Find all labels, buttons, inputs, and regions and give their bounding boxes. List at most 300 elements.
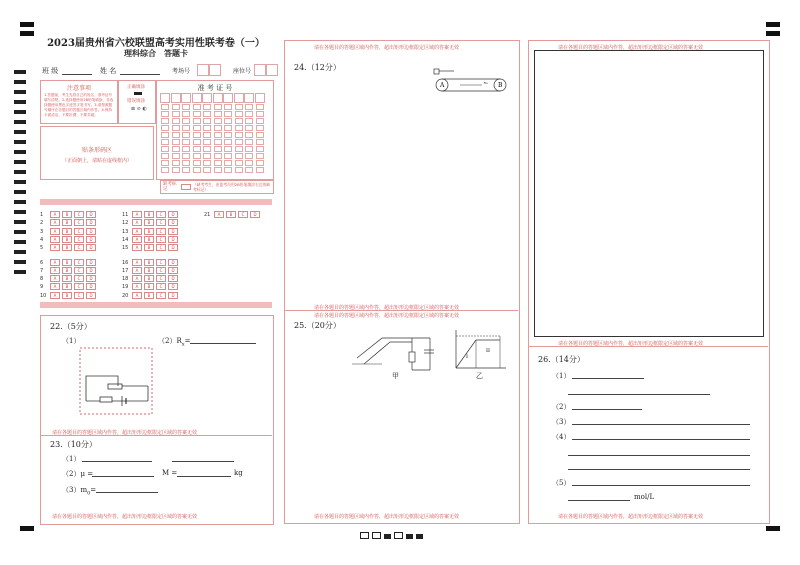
empty-answer-area[interactable] bbox=[534, 50, 764, 337]
choice-bubble-b[interactable]: B bbox=[144, 236, 154, 243]
q22-part1: （1） bbox=[62, 337, 81, 345]
fill-correct-sample bbox=[134, 92, 142, 95]
sheet-title: 2023届贵州省六校联盟高考实用性联考卷（一） bbox=[47, 38, 265, 49]
choice-bubble-c[interactable]: C bbox=[156, 283, 166, 290]
seat-box[interactable] bbox=[266, 64, 278, 76]
exam-number-bubble[interactable] bbox=[256, 146, 264, 152]
question-number: 5 bbox=[40, 245, 44, 252]
room-label: 考场号 bbox=[172, 68, 191, 75]
region-i-label: I bbox=[466, 354, 468, 360]
circuit-wire bbox=[86, 376, 118, 386]
choice-bubble-a[interactable]: A bbox=[50, 259, 60, 266]
exam-number-bubble[interactable] bbox=[203, 111, 211, 117]
velocity-label: v₀ bbox=[484, 80, 488, 85]
choice-bubble-a[interactable]: A bbox=[50, 275, 60, 282]
choice-bubble-a[interactable]: A bbox=[132, 244, 142, 251]
q23-unit: kg bbox=[234, 469, 243, 477]
exam-number-grid[interactable] bbox=[156, 80, 274, 180]
exam-number-bubble[interactable] bbox=[235, 104, 243, 110]
notes-box bbox=[40, 80, 118, 124]
exam-number-bubble[interactable] bbox=[193, 111, 201, 117]
choice-bubble-a[interactable]: A bbox=[50, 267, 60, 274]
exam-number-bubble[interactable] bbox=[182, 146, 190, 152]
exam-number-bubble[interactable] bbox=[245, 111, 253, 117]
question-number: 17 bbox=[122, 267, 129, 274]
choice-bubble-d[interactable]: D bbox=[168, 236, 178, 243]
choice-bubble-d[interactable]: D bbox=[168, 267, 178, 274]
exam-number-bubble[interactable] bbox=[182, 153, 190, 159]
exam-number-bubble[interactable] bbox=[235, 139, 243, 145]
exam-number-bubble[interactable] bbox=[182, 125, 190, 131]
question-number: 15 bbox=[122, 245, 129, 252]
choice-bubble-b[interactable]: B bbox=[62, 219, 72, 226]
choice-bubble-b[interactable]: B bbox=[144, 211, 154, 218]
q25-title: 25.（20分） bbox=[294, 321, 341, 330]
q22-part2-text: （2）R bbox=[158, 337, 182, 345]
question-number: 14 bbox=[122, 236, 129, 243]
exam-number-bubble[interactable] bbox=[256, 167, 264, 173]
choice-bubble-a[interactable]: A bbox=[50, 292, 60, 299]
exam-number-bubble[interactable] bbox=[224, 125, 232, 131]
exam-number-bubble[interactable] bbox=[193, 132, 201, 138]
exam-number-bubble[interactable] bbox=[245, 118, 253, 124]
pulley-b-label: B bbox=[498, 82, 503, 89]
exam-number-bubble[interactable] bbox=[172, 125, 180, 131]
exam-number-bubble[interactable] bbox=[161, 153, 169, 159]
choice-bubble-a[interactable]: A bbox=[214, 211, 224, 218]
exam-number-bubble[interactable] bbox=[172, 167, 180, 173]
q23-p1-line-b[interactable] bbox=[172, 461, 234, 462]
right-warning-mid: 请在各题目的答题区域内作答，超出矩形边框限定区域的答案无效 bbox=[558, 341, 704, 347]
exam-number-bubble[interactable] bbox=[193, 167, 201, 173]
question-number: 4 bbox=[40, 236, 44, 243]
choice-bubble-d[interactable]: D bbox=[86, 292, 96, 299]
multiple-choice-area[interactable] bbox=[40, 205, 272, 300]
exam-number-bubble[interactable] bbox=[245, 153, 253, 159]
choice-bubble-a[interactable]: A bbox=[50, 228, 60, 235]
question-number: 20 bbox=[122, 292, 129, 299]
choice-bubble-d[interactable]: D bbox=[86, 236, 96, 243]
rail bbox=[364, 342, 390, 364]
exam-number-bubble[interactable] bbox=[214, 111, 222, 117]
fill-example-box bbox=[118, 80, 156, 124]
exam-number-bubble[interactable] bbox=[235, 111, 243, 117]
exam-number-bubble[interactable] bbox=[182, 167, 190, 173]
choice-bubble-a[interactable]: A bbox=[50, 244, 60, 251]
exam-number-bubble[interactable] bbox=[256, 118, 264, 124]
exam-number-bubble[interactable] bbox=[182, 139, 190, 145]
choice-bubble-d[interactable]: D bbox=[86, 259, 96, 266]
choice-bubble-c[interactable]: C bbox=[156, 292, 166, 299]
choice-bubble-c[interactable]: C bbox=[74, 228, 84, 235]
choice-bubble-b[interactable]: B bbox=[62, 275, 72, 282]
exam-number-bubble[interactable] bbox=[235, 146, 243, 152]
exam-number-bubble[interactable] bbox=[161, 167, 169, 173]
choice-bubble-b[interactable]: B bbox=[62, 236, 72, 243]
choice-row bbox=[122, 228, 180, 235]
exam-number-bubble[interactable] bbox=[235, 118, 243, 124]
fig-b-label: 乙 bbox=[476, 372, 483, 380]
exam-number-label: 准 考 证 号 bbox=[197, 84, 233, 92]
choice-row bbox=[40, 228, 98, 235]
choice-bubble-c[interactable]: C bbox=[156, 236, 166, 243]
choice-bubble-a[interactable]: A bbox=[132, 211, 142, 218]
exam-number-bubble[interactable] bbox=[203, 153, 211, 159]
q26-title: 26.（14分） bbox=[538, 355, 585, 364]
choice-row bbox=[40, 219, 98, 226]
q22-rx-answer-line[interactable] bbox=[190, 343, 256, 344]
exam-number-digit-box[interactable] bbox=[181, 93, 191, 103]
choice-row bbox=[122, 244, 180, 251]
exam-number-digit-box[interactable] bbox=[202, 93, 212, 103]
exam-number-bubble[interactable] bbox=[182, 118, 190, 124]
choice-bubble-d[interactable]: D bbox=[168, 244, 178, 251]
exam-number-bubble[interactable] bbox=[256, 139, 264, 145]
q23-part2b: M = bbox=[162, 469, 178, 477]
q26-part1: （1） bbox=[552, 372, 571, 380]
q26-p4-line[interactable] bbox=[572, 439, 750, 440]
choice-bubble-b[interactable]: B bbox=[62, 228, 72, 235]
exam-number-bubble[interactable] bbox=[193, 118, 201, 124]
choice-bubble-d[interactable]: D bbox=[168, 292, 178, 299]
exam-number-bubble[interactable] bbox=[256, 125, 264, 131]
choice-bubble-a[interactable]: A bbox=[132, 236, 142, 243]
choice-bubble-b[interactable]: B bbox=[62, 244, 72, 251]
exam-number-bubble[interactable] bbox=[193, 146, 201, 152]
choice-row bbox=[40, 259, 98, 266]
q23-m-answer-line[interactable] bbox=[177, 476, 231, 477]
exam-number-bubble[interactable] bbox=[245, 146, 253, 152]
exam-number-bubble[interactable] bbox=[214, 146, 222, 152]
choice-bubble-c[interactable]: C bbox=[238, 211, 248, 218]
right-warning-bottom: 请在各题目的答题区域内作答，超出矩形边框限定区域的答案无效 bbox=[558, 514, 704, 520]
exam-number-bubble[interactable] bbox=[235, 132, 243, 138]
exam-number-bubble[interactable] bbox=[193, 104, 201, 110]
choice-row bbox=[122, 259, 180, 266]
exam-number-bubble[interactable] bbox=[182, 104, 190, 110]
choice-bubble-d[interactable]: D bbox=[86, 283, 96, 290]
exam-number-bubble[interactable] bbox=[161, 111, 169, 117]
exam-number-bubble[interactable] bbox=[203, 132, 211, 138]
question-number: 6 bbox=[40, 259, 44, 266]
choice-bubble-d[interactable]: D bbox=[168, 211, 178, 218]
choice-bubble-c[interactable]: C bbox=[74, 259, 84, 266]
choice-bubble-b[interactable]: B bbox=[62, 211, 72, 218]
choice-bubble-c[interactable]: C bbox=[74, 283, 84, 290]
q23-eq: = bbox=[90, 486, 97, 494]
exam-number-bubble[interactable] bbox=[214, 139, 222, 145]
choice-row bbox=[40, 267, 98, 274]
choice-bubble-b[interactable]: B bbox=[144, 219, 154, 226]
exam-number-bubble[interactable] bbox=[161, 118, 169, 124]
notes-title: 注意事项 bbox=[66, 85, 91, 92]
choice-bubble-c[interactable]: C bbox=[156, 259, 166, 266]
exam-number-bubble[interactable] bbox=[161, 146, 169, 152]
choice-bubble-d[interactable]: D bbox=[86, 211, 96, 218]
choice-bubble-c[interactable]: C bbox=[156, 267, 166, 274]
exam-number-bubble[interactable] bbox=[193, 125, 201, 131]
exam-number-bubble[interactable] bbox=[235, 167, 243, 173]
exam-number-bubble[interactable] bbox=[224, 153, 232, 159]
exam-number-bubble[interactable] bbox=[224, 146, 232, 152]
exam-number-bubble[interactable] bbox=[224, 132, 232, 138]
exam-number-bubble[interactable] bbox=[161, 139, 169, 145]
choice-bubble-d[interactable]: D bbox=[168, 259, 178, 266]
conveyor-diagram bbox=[432, 66, 512, 96]
choice-row bbox=[122, 236, 180, 243]
choice-bubble-d[interactable]: D bbox=[86, 244, 96, 251]
choice-bubble-a[interactable]: A bbox=[50, 283, 60, 290]
divider bbox=[40, 435, 272, 436]
exam-number-bubble[interactable] bbox=[172, 153, 180, 159]
choice-bubble-c[interactable]: C bbox=[74, 267, 84, 274]
q26-part5: （5） bbox=[552, 479, 571, 487]
choice-bubble-b[interactable]: B bbox=[144, 283, 154, 290]
question-number: 8 bbox=[40, 276, 44, 283]
q26-p1-line-2[interactable] bbox=[568, 394, 710, 395]
choice-bubble-c[interactable]: C bbox=[74, 244, 84, 251]
seat-box[interactable] bbox=[254, 64, 266, 76]
choice-bubble-b[interactable]: B bbox=[144, 244, 154, 251]
choice-bubble-a[interactable]: A bbox=[50, 219, 60, 226]
absent-note: （缺考考生，由监考员用2B铅笔填涂右边的缺考标记） bbox=[193, 182, 271, 192]
choice-bubble-d[interactable]: D bbox=[86, 267, 96, 274]
q23-mu-answer-line[interactable] bbox=[92, 476, 154, 477]
exam-number-bubble[interactable] bbox=[172, 139, 180, 145]
choice-bubble-a[interactable]: A bbox=[132, 283, 142, 290]
exam-number-bubble[interactable] bbox=[203, 160, 211, 166]
exam-number-bubble[interactable] bbox=[214, 167, 222, 173]
exam-number-digit-box[interactable] bbox=[234, 93, 244, 103]
exam-number-digit-box[interactable] bbox=[223, 93, 233, 103]
region-ii-label: II bbox=[486, 348, 490, 354]
choice-bubble-b[interactable]: B bbox=[226, 211, 236, 218]
class-field[interactable] bbox=[62, 74, 92, 75]
choice-bubble-b[interactable]: B bbox=[62, 267, 72, 274]
q26-unit: mol/L bbox=[634, 493, 655, 501]
exam-number-bubble[interactable] bbox=[256, 132, 264, 138]
choice-bubble-a[interactable]: A bbox=[50, 236, 60, 243]
q23-m0-answer-line[interactable] bbox=[96, 492, 158, 493]
exam-number-digit-box[interactable] bbox=[255, 93, 265, 103]
exam-number-bubble[interactable] bbox=[203, 139, 211, 145]
resistor bbox=[108, 384, 122, 389]
exam-number-bubble[interactable] bbox=[193, 139, 201, 145]
q23-part3 bbox=[62, 485, 96, 496]
notes-body: 1.答题前，考生先将自己的姓名、准考证号填写清楚。2.选择题使用2B铅笔填涂，非选择题使用黑色字迹签字笔书写。3.请按照题号顺序在各题目的答题区域内作答。4.保持卡面清洁，不要折叠、不要弄破。 bbox=[44, 93, 114, 117]
fill-wrong-sample: ⊠ ⊘ ◐ bbox=[131, 106, 147, 112]
question-number: 11 bbox=[122, 212, 129, 218]
choice-bubble-d[interactable]: D bbox=[168, 228, 178, 235]
exam-number-digit-box[interactable] bbox=[192, 93, 202, 103]
exam-number-bubble[interactable] bbox=[172, 104, 180, 110]
choice-bubble-a[interactable]: A bbox=[132, 228, 142, 235]
choice-bubble-a[interactable]: A bbox=[50, 211, 60, 218]
seat-label: 座位号 bbox=[233, 68, 252, 75]
exam-number-bubble[interactable] bbox=[193, 153, 201, 159]
exam-number-bubble[interactable] bbox=[224, 104, 232, 110]
exam-number-bubble[interactable] bbox=[245, 132, 253, 138]
exam-number-bubble[interactable] bbox=[245, 160, 253, 166]
exam-number-bubble[interactable] bbox=[245, 167, 253, 173]
exam-number-digit-box[interactable] bbox=[244, 93, 254, 103]
choice-bubble-d[interactable]: D bbox=[86, 275, 96, 282]
exam-number-bubble[interactable] bbox=[256, 153, 264, 159]
absent-checkbox[interactable] bbox=[181, 184, 191, 190]
choice-bubble-c[interactable]: C bbox=[156, 228, 166, 235]
q26-p3-line[interactable] bbox=[572, 424, 750, 425]
name-label: 姓 名 bbox=[100, 67, 117, 75]
question-number: 3 bbox=[40, 228, 44, 235]
choice-row bbox=[122, 267, 180, 274]
q23-part3-text: （3）m bbox=[62, 486, 88, 494]
q22-subscript: x bbox=[181, 341, 185, 348]
exam-number-bubble[interactable] bbox=[214, 118, 222, 124]
choice-bubble-a[interactable]: A bbox=[132, 219, 142, 226]
question-number: 10 bbox=[40, 292, 47, 299]
exam-number-bubble[interactable] bbox=[256, 111, 264, 117]
exam-number-bubble[interactable] bbox=[172, 146, 180, 152]
choice-bubble-b[interactable]: B bbox=[144, 259, 154, 266]
exam-number-bubble[interactable] bbox=[203, 167, 211, 173]
choice-bubble-b[interactable]: B bbox=[144, 267, 154, 274]
choice-bubble-b[interactable]: B bbox=[144, 292, 154, 299]
q22-warning: 请在各题目的答题区域内作答，超出矩形边框限定区域的答案无效 bbox=[52, 430, 198, 436]
circuit-dashed-frame bbox=[80, 348, 152, 414]
exam-number-bubble[interactable] bbox=[214, 132, 222, 138]
room-box[interactable] bbox=[197, 64, 209, 76]
choice-bubble-b[interactable]: B bbox=[62, 283, 72, 290]
choice-footer-bar bbox=[40, 302, 272, 308]
exam-number-bubble[interactable] bbox=[172, 118, 180, 124]
exam-number-digit-box[interactable] bbox=[213, 93, 223, 103]
q26-p4-line-3[interactable] bbox=[568, 469, 750, 470]
choice-bubble-a[interactable]: A bbox=[132, 292, 142, 299]
q26-p2-line[interactable] bbox=[572, 409, 642, 410]
exam-number-bubble[interactable] bbox=[161, 160, 169, 166]
registration-mark bbox=[766, 22, 780, 27]
exam-number-digit-box[interactable] bbox=[171, 93, 181, 103]
choice-bubble-b[interactable]: B bbox=[62, 259, 72, 266]
q26-p5-line[interactable] bbox=[572, 485, 750, 486]
exam-number-bubble[interactable] bbox=[203, 104, 211, 110]
q26-part3: （3） bbox=[552, 418, 571, 426]
exam-number-bubble[interactable] bbox=[256, 160, 264, 166]
q26-p4-line-2[interactable] bbox=[568, 455, 750, 456]
exam-number-bubble[interactable] bbox=[224, 167, 232, 173]
choice-bubble-b[interactable]: B bbox=[144, 275, 154, 282]
exam-number-bubble[interactable] bbox=[182, 132, 190, 138]
exam-number-bubble[interactable] bbox=[182, 111, 190, 117]
choice-bubble-b[interactable]: B bbox=[144, 228, 154, 235]
choice-row bbox=[204, 211, 262, 218]
barcode-hint: （正面朝上，请贴在虚线框内） bbox=[61, 158, 132, 164]
exam-number-bubble[interactable] bbox=[172, 160, 180, 166]
exam-number-bubble[interactable] bbox=[214, 160, 222, 166]
choice-bubble-d[interactable]: D bbox=[168, 219, 178, 226]
choice-row bbox=[40, 275, 98, 282]
right-warning-top: 请在各题目的答题区域内作答，超出矩形边框限定区域的答案无效 bbox=[558, 45, 704, 51]
choice-bubble-d[interactable]: D bbox=[86, 228, 96, 235]
middle-answer-column bbox=[284, 40, 520, 524]
choice-bubble-a[interactable]: A bbox=[132, 275, 142, 282]
exam-number-bubble[interactable] bbox=[224, 118, 232, 124]
absent-label: 缺考标记 bbox=[163, 182, 177, 192]
absent-row bbox=[160, 180, 274, 194]
choice-bubble-c[interactable]: C bbox=[74, 211, 84, 218]
exam-number-digit-box[interactable] bbox=[160, 93, 170, 103]
resistor bbox=[409, 352, 415, 362]
exam-number-bubble[interactable] bbox=[182, 160, 190, 166]
exam-number-bubble[interactable] bbox=[214, 104, 222, 110]
choice-bubble-d[interactable]: D bbox=[86, 219, 96, 226]
exam-number-bubble[interactable] bbox=[214, 153, 222, 159]
exam-number-bubble[interactable] bbox=[161, 125, 169, 131]
choice-bubble-c[interactable]: C bbox=[156, 219, 166, 226]
fig-a-label: 甲 bbox=[392, 372, 399, 380]
exam-number-bubble[interactable] bbox=[224, 139, 232, 145]
choice-bubble-c[interactable]: C bbox=[74, 219, 84, 226]
q22-part2 bbox=[158, 336, 190, 347]
exam-number-bubble[interactable] bbox=[245, 104, 253, 110]
exam-number-bubble[interactable] bbox=[235, 125, 243, 131]
choice-bubble-a[interactable]: A bbox=[132, 267, 142, 274]
room-box[interactable] bbox=[209, 64, 221, 76]
q26-part2: （2） bbox=[552, 403, 571, 411]
exam-number-bubble[interactable] bbox=[235, 160, 243, 166]
choice-bubble-c[interactable]: C bbox=[156, 211, 166, 218]
exam-number-bubble[interactable] bbox=[224, 111, 232, 117]
exam-number-bubble[interactable] bbox=[245, 139, 253, 145]
exam-number-bubble[interactable] bbox=[172, 132, 180, 138]
choice-bubble-d[interactable]: D bbox=[168, 275, 178, 282]
exam-number-bubble[interactable] bbox=[193, 160, 201, 166]
choice-bubble-c[interactable]: C bbox=[156, 244, 166, 251]
fill-correct-title: 正确填涂 bbox=[127, 85, 145, 90]
choice-bubble-c[interactable]: C bbox=[74, 275, 84, 282]
name-field[interactable] bbox=[120, 74, 160, 75]
q26-p5-line-2[interactable] bbox=[568, 500, 630, 501]
question-number: 19 bbox=[122, 284, 129, 291]
q23-p1-line-a[interactable] bbox=[82, 461, 152, 462]
choice-bubble-c[interactable]: C bbox=[74, 236, 84, 243]
choice-bubble-c[interactable]: C bbox=[156, 275, 166, 282]
exam-number-bubble[interactable] bbox=[224, 160, 232, 166]
choice-bubble-c[interactable]: C bbox=[74, 292, 84, 299]
q24-title: 24.（12分） bbox=[294, 63, 341, 72]
exam-number-bubble[interactable] bbox=[161, 104, 169, 110]
exam-number-bubble[interactable] bbox=[203, 125, 211, 131]
exam-number-bubble[interactable] bbox=[256, 104, 264, 110]
exam-number-bubble[interactable] bbox=[203, 146, 211, 152]
q26-p1-line[interactable] bbox=[572, 378, 644, 379]
exam-number-bubble[interactable] bbox=[203, 118, 211, 124]
exam-number-bubble[interactable] bbox=[235, 153, 243, 159]
rail bbox=[357, 338, 382, 358]
choice-bubble-d[interactable]: D bbox=[168, 283, 178, 290]
exam-number-bubble[interactable] bbox=[161, 132, 169, 138]
choice-bubble-d[interactable]: D bbox=[250, 211, 260, 218]
exam-number-bubble[interactable] bbox=[214, 125, 222, 131]
barcode-area bbox=[40, 126, 154, 180]
choice-row bbox=[122, 211, 180, 218]
question-number: 18 bbox=[122, 276, 129, 283]
choice-bubble-a[interactable]: A bbox=[132, 259, 142, 266]
exam-number-bubble[interactable] bbox=[245, 125, 253, 131]
exam-number-bubble[interactable] bbox=[172, 111, 180, 117]
choice-bubble-b[interactable]: B bbox=[62, 292, 72, 299]
exam-number-cells[interactable] bbox=[159, 93, 271, 177]
